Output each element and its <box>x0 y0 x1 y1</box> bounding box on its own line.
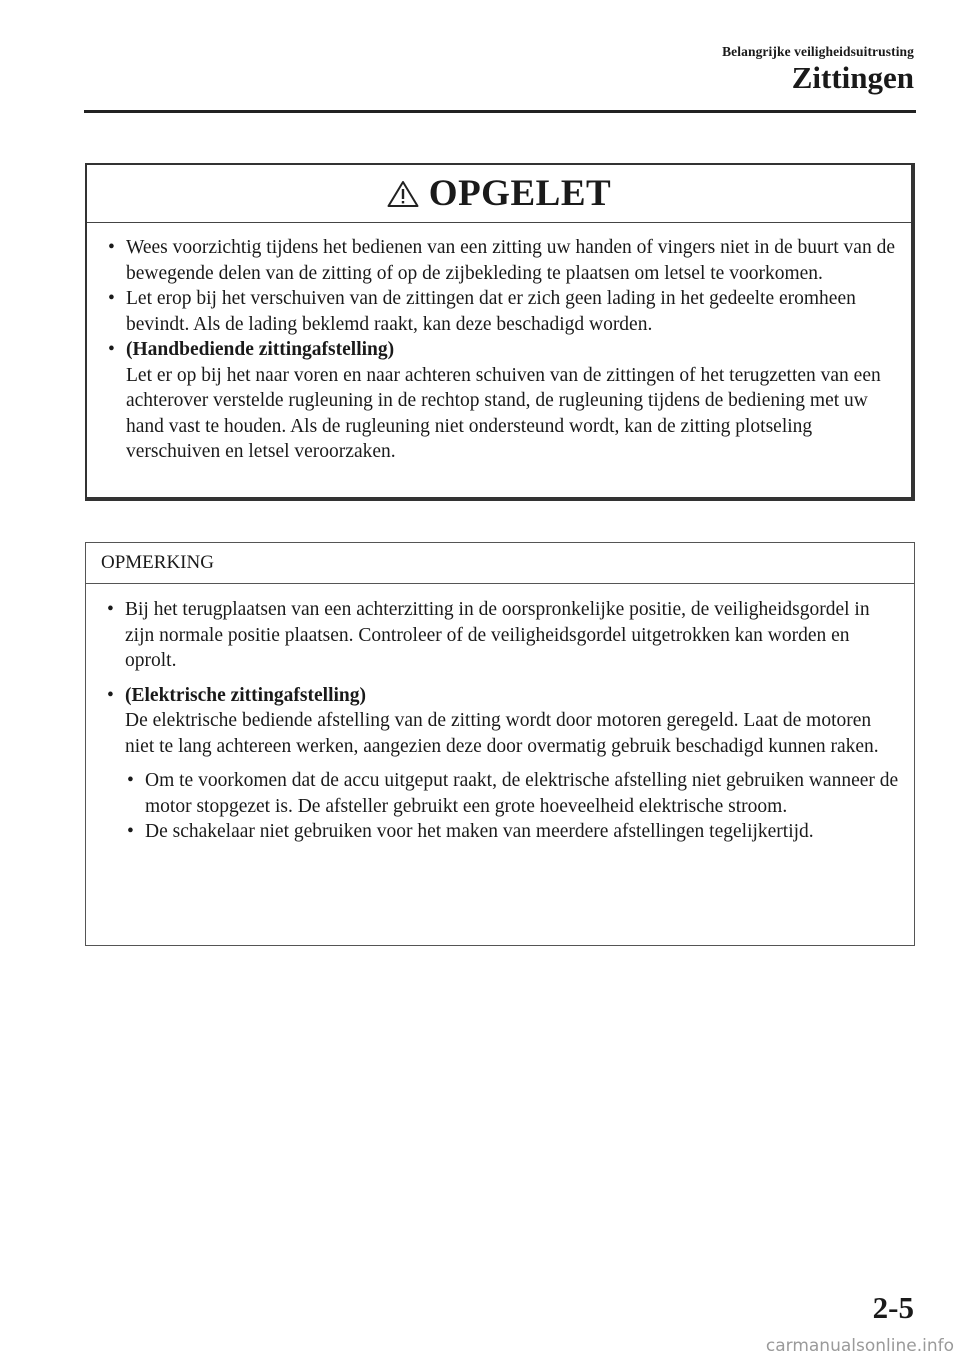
note-subitem <box>125 768 900 819</box>
warning-triangle-icon <box>387 180 419 208</box>
caution-item <box>106 337 897 465</box>
note-sublist <box>125 768 900 845</box>
caution-item-text: Let erop bij het verschuiven van de zittingen dat er zich geen lading in het gedeelte eromheen bevindt. Als de lading beklemd raakt, kan deze beschadigd worden. <box>126 288 856 335</box>
bullet: • <box>107 684 114 706</box>
note-item <box>105 683 900 760</box>
page-number: 2-5 <box>872 1290 914 1325</box>
note-item-text: De elektrische bediende afstelling van de zitting wordt door motoren geregeld. Laat de motoren niet te lang achtereen werken, aangezien deze door overmatig gebruik beschadigd kunnen raken. <box>125 710 879 757</box>
note-subitem-text: De schakelaar niet gebruiken voor het maken van meerdere afstellingen tegelijkertijd. <box>145 821 814 842</box>
bullet: • <box>108 339 115 360</box>
caution-item <box>106 286 897 337</box>
caution-item-text: Wees voorzichtig tijdens het bedienen van een zitting uw handen of vingers niet in de buurt van de bewegende delen van de zitting of op de zijbekleding te plaatsen om letsel te voorkomen. <box>126 237 895 284</box>
watermark: carmanualsonline.info <box>765 1336 954 1356</box>
running-header-section: Belangrijke veiligheidsuitrusting <box>722 44 914 59</box>
caution-body <box>87 223 911 465</box>
bullet: • <box>127 770 134 791</box>
caution-list <box>106 235 897 465</box>
note-subitem <box>125 819 900 845</box>
bullet: • <box>108 237 115 258</box>
note-body <box>86 584 914 845</box>
bullet: • <box>107 599 114 620</box>
note-item-text: Bij het terugplaatsen van een achterzitting in de oorspronkelijke positie, de veiligheidsgordel in zijn normale positie plaatsen. Controleer of de veiligheidsgordel uitgetrokken kan worden en oprolt. <box>125 599 870 671</box>
note-item-heading: (Elektrische zittingafstelling) <box>125 684 366 706</box>
note-header: OPMERKING <box>86 543 914 584</box>
caution-box <box>85 163 915 501</box>
caution-item-text: Let er op bij het naar voren en naar achteren schuiven van de zittingen of het terugzetten van een achterover verstelde rugleuning in de rechtop stand, de rugleuning tijdens de bediening met uw hand vast te houden. Als de rugleuning niet ondersteund wordt, kan de zitting plotseling verschuiven en letsel veroorzaken. <box>126 364 881 462</box>
caution-item <box>106 235 897 286</box>
note-item <box>105 597 900 674</box>
header-rule <box>84 110 916 113</box>
caution-item-heading: (Handbediende zittingafstelling) <box>126 339 395 360</box>
bullet: • <box>127 821 134 842</box>
bullet: • <box>108 288 115 309</box>
caution-title: OPGELET <box>428 173 612 214</box>
note-subitem-text: Om te voorkomen dat de accu uitgeput raakt, de elektrische afstelling niet gebruiken wanneer de motor stopgezet is. De afsteller gebruikt een grote hoeveelheid elektrische stroom. <box>145 770 899 817</box>
page-title: Zittingen <box>791 60 914 95</box>
caution-header <box>87 165 911 223</box>
note-box <box>85 542 915 946</box>
note-list <box>105 597 900 759</box>
